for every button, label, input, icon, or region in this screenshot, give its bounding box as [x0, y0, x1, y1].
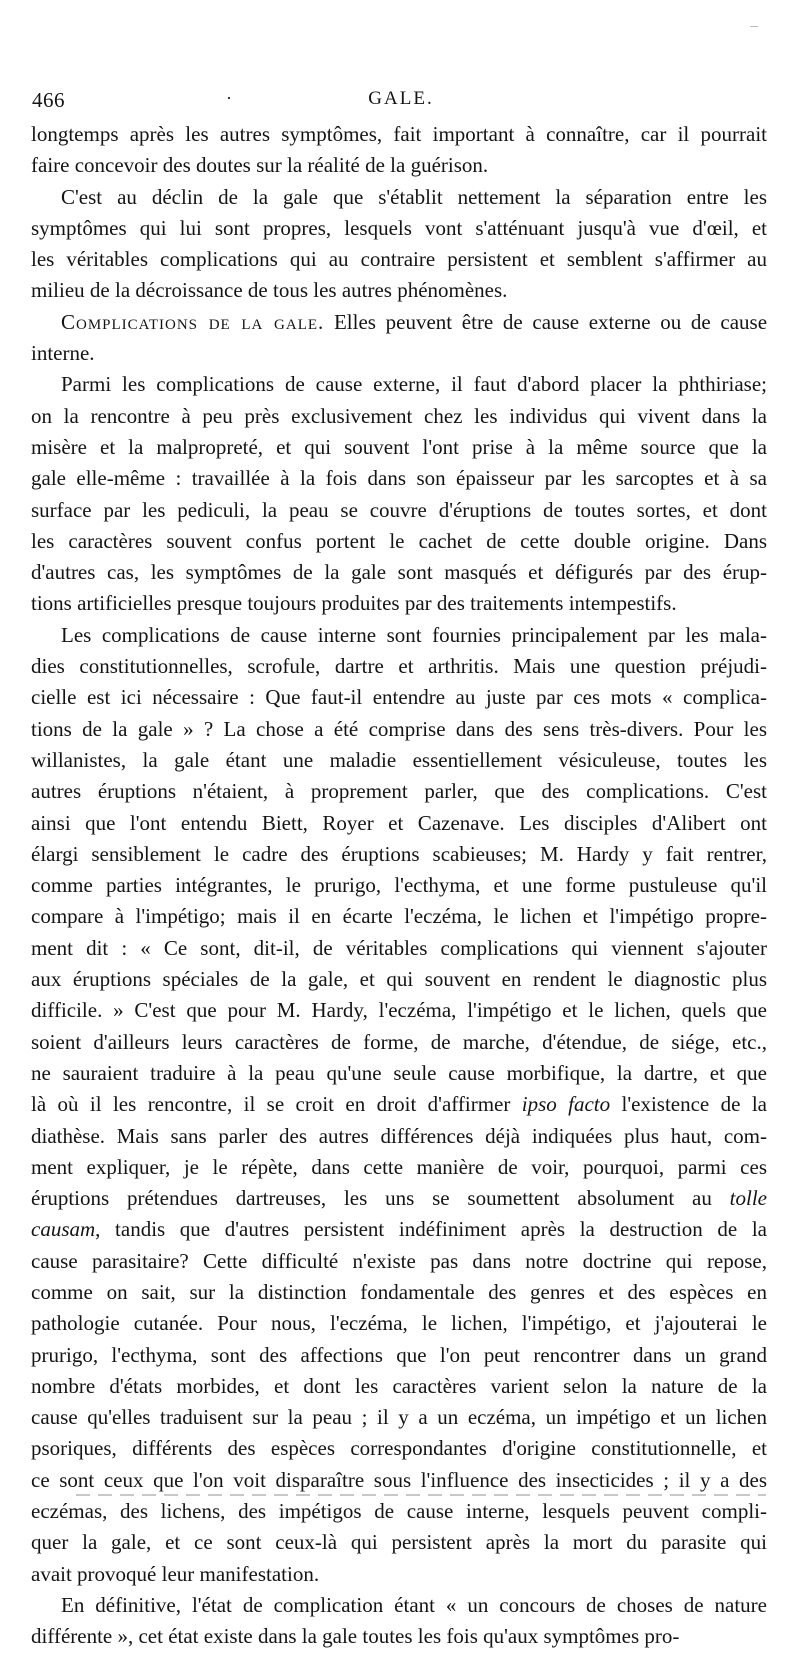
paragraph: [31, 369, 767, 619]
italic-term: causam: [31, 1217, 96, 1242]
text-line: faire concevoir des doutes sur la réalité de la guérison.: [31, 153, 489, 178]
line-text: l'existence de la: [610, 1092, 767, 1117]
text-line: cause qu'elles traduisent sur la peau ; il y a un eczéma, un impétigo et un lichen: [31, 1405, 767, 1430]
text-line: psoriques, différents des espèces correspondantes d'origine constitutionnelle, et: [31, 1436, 767, 1461]
text-line: tions artificielles presque toujours produites par des traitements intempestifs.: [31, 591, 677, 616]
header-dot: ·: [226, 88, 232, 108]
paragraph: [31, 119, 767, 182]
line-text: là où il les rencontre, il se croit en droit d'affirmer: [31, 1092, 522, 1117]
text-line: soient d'ailleurs leurs caractères de forme, de marche, d'étendue, de siége, etc.,: [31, 1029, 767, 1054]
text-line: ainsi que l'ont entendu Biett, Royer et Cazenave. Les disciples d'Alibert ont: [31, 810, 767, 835]
paragraph: [31, 620, 767, 1590]
paragraph: [31, 182, 767, 307]
text-line: difficile. » C'est que pour M. Hardy, l'eczéma, l'impétigo et le lichen, quels que: [31, 998, 767, 1023]
text-line: différente », cet état existe dans la gale toutes les fois qu'aux symptômes pro-: [31, 1624, 680, 1649]
text-line: avait provoqué leur manifestation.: [31, 1561, 320, 1586]
running-title: GALE.: [368, 88, 434, 109]
text-line: prurigo, l'ecthyma, sont des affections que l'on peut rencontrer dans un grand: [31, 1342, 767, 1367]
body-text: [31, 119, 767, 1653]
text-line: eczémas, des lichens, des impétigos de cause interne, lesquels peuvent compli-: [31, 1499, 767, 1524]
text-line: longtemps après les autres symptômes, fait important à connaître, car il pourrait: [31, 122, 767, 146]
italic-term: ipso facto: [521, 1092, 611, 1117]
text-line: les caractères souvent confus portent le cachet de cette double origine. Dans: [31, 528, 767, 553]
text-line: milieu de la décroissance de tous les autres phénomènes.: [31, 278, 508, 303]
text-line: diathèse. Mais sans parler des autres différences déjà indiquées plus haut, com-: [31, 1123, 767, 1148]
corner-mark: [750, 26, 758, 27]
footer-rule: [76, 1490, 766, 1500]
text-line: comme on sait, sur la distinction fondamentale des genres et des espèces en: [31, 1279, 767, 1304]
text-line: En définitive, l'état de complication étant « un concours de choses de nature: [61, 1592, 767, 1617]
text-line: les véritables complications qui au contraire persistent et semblent s'affirmer au: [31, 247, 767, 272]
italic-term: tolle: [729, 1186, 767, 1211]
line-text: Elles peuvent être de cause externe ou de cause: [333, 309, 768, 334]
text-line: [31, 1214, 767, 1245]
page-header: [32, 88, 770, 118]
line-text: éruptions prétendues dartreuses, les uns se soumettent absolument au: [31, 1186, 730, 1211]
text-line: élargi sensiblement le cadre des éruptions scabieuses; M. Hardy y fait rentrer,: [31, 841, 767, 866]
paragraph: [31, 1590, 767, 1653]
text-line: symptômes qui lui sont propres, lesquels vont s'atténuant jusqu'à vue d'œil, et: [31, 215, 767, 240]
text-line: willanistes, la gale étant une maladie essentiellement vésiculeuse, toutes les: [31, 747, 767, 772]
text-line: Les complications de cause interne sont fournies principalement par les mala-: [61, 622, 767, 647]
text-line: nombre d'états morbides, et dont les caractères varient selon la nature de la: [31, 1373, 767, 1398]
text-line: misère et la malpropreté, et qui souvent l'ont prise à la même source que la: [31, 434, 767, 459]
text-line: comme parties intégrantes, le prurigo, l'ecthyma, et une forme pustuleuse qu'il: [31, 873, 767, 898]
text-line: [31, 1089, 767, 1120]
text-line: gale elle-même : travaillée à la fois dans son épaisseur par les sarcoptes et à sa: [31, 466, 767, 491]
paragraph: [31, 307, 767, 370]
text-line: [31, 307, 767, 338]
text-line: surface par les pediculi, la peau se couvre d'éruptions de toutes sortes, et dont: [31, 497, 767, 522]
text-line: on la rencontre à peu près exclusivement chez les individus qui vivent dans la: [31, 403, 767, 428]
line-text: , tandis que d'autres persistent indéfiniment après la destruction de la: [95, 1217, 767, 1242]
text-line: quer la gale, et ce sont ceux-là qui persistent après la mort du parasite qui: [31, 1530, 767, 1555]
text-line: [31, 1183, 767, 1214]
text-line: aux éruptions spéciales de la gale, et qui souvent en rendent le diagnostic plus: [31, 967, 767, 992]
text-line: cause parasitaire? Cette difficulté n'existe pas dans notre doctrine qui repose,: [31, 1248, 767, 1273]
page-number: 466: [32, 88, 65, 112]
text-line: interne.: [31, 341, 95, 366]
text-line: ment expliquer, je le répète, dans cette manière de voir, pourquoi, parmi ces: [31, 1154, 767, 1179]
text-line: pathologie cutanée. Pour nous, l'eczéma, le lichen, l'impétigo, et j'ajouterai le: [31, 1311, 767, 1336]
text-line: ce sont ceux que l'on voit disparaître sous l'influence des insecticides ; il y a des: [31, 1467, 767, 1492]
section-heading: Complications de la gale.: [61, 309, 325, 334]
text-line: ne sauraient traduire à la peau qu'une seule cause morbifique, la dartre, et que: [31, 1060, 767, 1085]
text-line: dies constitutionnelles, scrofule, dartre et arthritis. Mais une question préjudi-: [31, 654, 767, 679]
text-line: compare à l'impétigo; mais il en écarte l'eczéma, le lichen et l'impétigo propre-: [31, 904, 767, 929]
text-line: ment dit : « Ce sont, dit-il, de véritables complications qui viennent s'ajouter: [31, 935, 767, 960]
text-line: d'autres cas, les symptômes de la gale sont masqués et défigurés par des érup-: [31, 560, 767, 585]
text-line: autres éruptions n'étaient, à proprement parler, que des complications. C'est: [31, 779, 767, 804]
text-line: Parmi les complications de cause externe, il faut d'abord placer la phthiriase;: [61, 372, 767, 397]
text-line: cielle est ici nécessaire : Que faut-il entendre au juste par ces mots « complica-: [31, 685, 767, 710]
text-line: C'est au déclin de la gale que s'établit nettement la séparation entre les: [61, 184, 767, 209]
text-line: tions de la gale » ? La chose a été comprise dans des sens très-divers. Pour les: [31, 716, 767, 741]
